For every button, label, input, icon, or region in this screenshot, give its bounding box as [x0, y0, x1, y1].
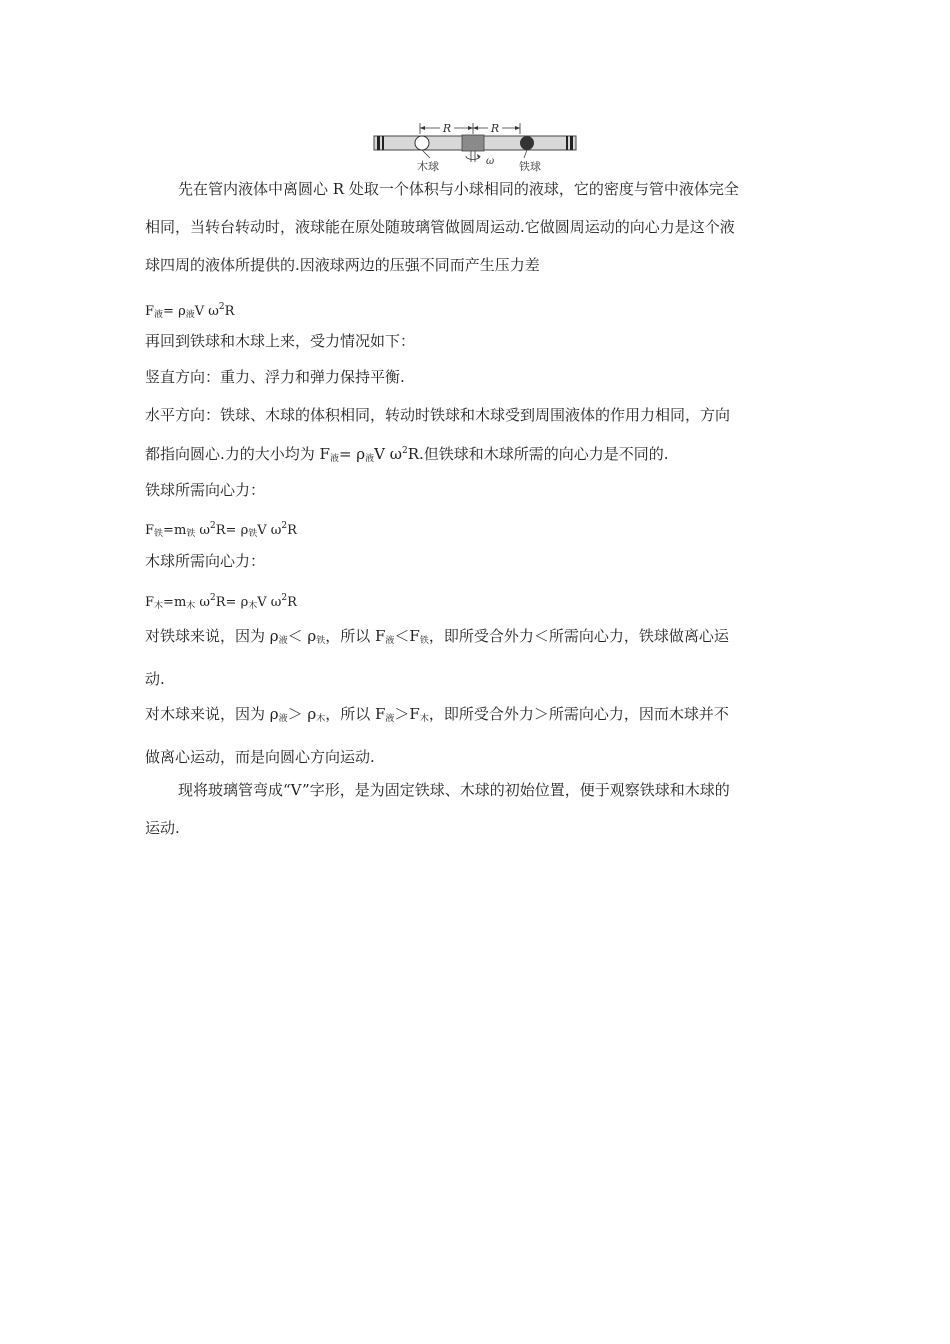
paragraph-iron-case [145, 617, 810, 698]
paragraph-horizontal-direction [145, 397, 810, 477]
formula-liquid-force: $F_液= \rho_液V$ $\omega^2R$ [145, 302, 235, 320]
para1-line2: 相同，当转台转动时，液球能在原处随玻璃管做圆周运动.它做圆周运动的向心力是这个液 [145, 218, 735, 236]
formula-iron-force: $F_铁=m_铁$ $\omega^2R= \rho_铁V$ $\omega^2R$ [145, 521, 297, 539]
iron-ball [520, 136, 534, 150]
iron-case-line2: 动. [145, 670, 165, 688]
iron-case-line1: 对铁球来说，因为 $\rho_液< \rho_铁$，所以 $F_液<F_铁$，即所受合外力＜所需向心力，铁球做离心运 [145, 627, 729, 646]
wood-case-line1: 对木球来说，因为 $\rho_液> \rho_木$，所以 $F_液>F_木$，即所受合外力＞所需向心力，因而木球并不 [145, 705, 729, 724]
paragraph-liquid-ball [145, 170, 810, 284]
formula-wood-force: $F_木=m_木$ $\omega^2R= \rho_木V$ $\omega^2R$ [145, 593, 297, 611]
para1-line1: 先在管内液体中离圆心 R 处取一个体积与小球相同的液球，它的密度与管中液体完全 [178, 180, 739, 198]
paragraph-wood-case [145, 695, 810, 776]
line-iron-need: 铁球所需向心力： [145, 481, 266, 499]
label-r-right: R [490, 122, 500, 135]
label-iron: 铁球 [519, 160, 541, 173]
wood-ball [415, 136, 429, 150]
line-wood-need: 木球所需向心力： [145, 552, 266, 570]
para1-line3: 球四周的液体所提供的.因液球两边的压强不同而产生压力差 [145, 256, 540, 274]
label-r-left: R [442, 122, 452, 135]
line-back-to-balls: 再回到铁球和木球上来，受力情况如下： [145, 332, 416, 350]
paragraph-v-shape [145, 771, 810, 847]
label-wood: 木球 [417, 160, 439, 173]
label-omega: ω [486, 156, 495, 167]
horiz-line2: 都指向圆心.力的大小均为 $F_液= \rho_液V$ $\omega^2R$.但铁球和木球所需的向心力是不同的. [145, 445, 669, 464]
rotating-tube-diagram [370, 120, 582, 174]
tube-figure [370, 120, 582, 174]
horiz-line1: 水平方向：铁球、木球的体积相同，转动时铁球和木球受到周围液体的作用力相同，方向 [145, 406, 731, 424]
wood-case-line2: 做离心运动，而是向圆心方向运动. [145, 748, 375, 766]
line-vertical-direction: 竖直方向：重力、浮力和弹力保持平衡. [145, 368, 405, 386]
turntable-hub [462, 135, 484, 151]
final-line1: 现将玻璃管弯成“V”字形，是为固定铁球、木球的初始位置，便于观察铁球和木球的 [178, 781, 730, 799]
final-line2: 运动. [145, 819, 180, 837]
